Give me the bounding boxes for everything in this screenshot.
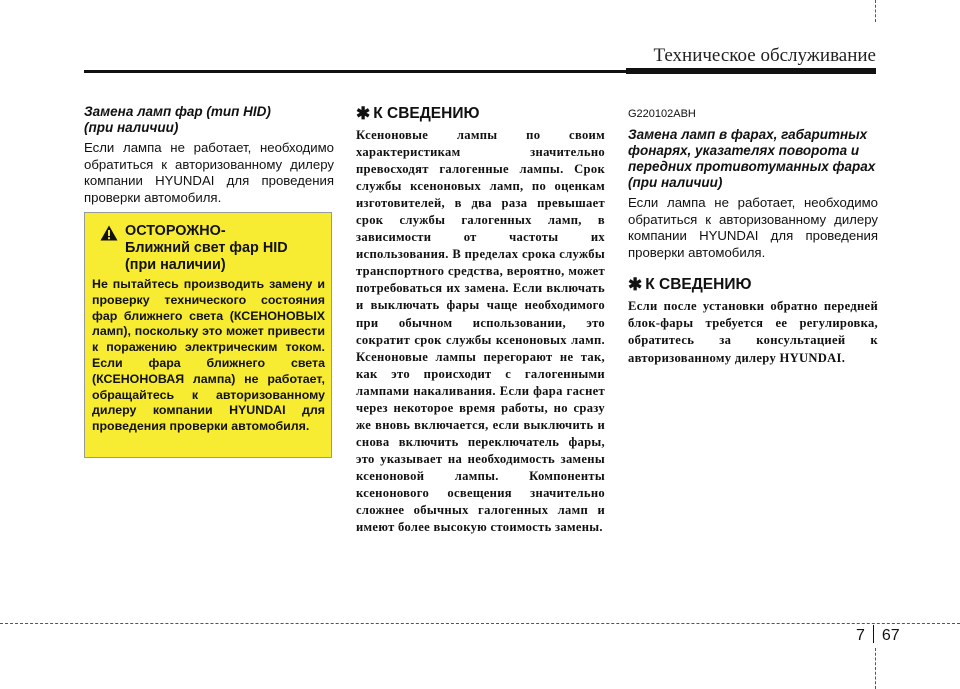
note-heading <box>356 104 605 124</box>
section-code: G220102ABH <box>628 108 696 120</box>
warning-box <box>84 212 332 458</box>
asterisk-star-icon: ✱ <box>356 104 371 123</box>
crop-mark-top <box>875 0 876 22</box>
warning-header <box>92 223 325 274</box>
warning-triangle-icon <box>100 225 118 241</box>
section-subtitle: Замена ламп фар (тип HID) <box>84 104 271 119</box>
note-body: Если после установки обратно передней блок-фары требуется ее регулировка, обратитесь за консультацией к авторизованному дилеру HYUNDAI. <box>628 299 878 365</box>
header-title: Техническое обслуживание <box>653 45 876 66</box>
header-rule-accent <box>626 68 876 74</box>
warning-title: ОСТОРОЖНО- <box>125 223 226 239</box>
note-heading-text: К СВЕДЕНИЮ <box>645 276 752 294</box>
warning-title-line3: (при наличии) <box>125 257 226 273</box>
note-body: Ксеноновые лампы по своим характеристикам значительно превосходят галогенные лампы. Срок службы ксеноновых ламп, по оценкам изготовителей, в два раза превышает срок службы галогенных ламп, в зависимости от частоты их использования. В пределах срока службы транспортного средства, вероятно, может потребоваться их замена. Если включать и выключать фары чаще необходимого при обычном использовании, это сократит срок службы ксеноновых ламп. Ксеноновые лампы перегорают не так, как это происходит с галогенными лампами накаливания. Если фара гаснет через некоторое время работы, но сразу же вновь включается, если выключить и снова включить переключатель фары, это указывает на необходимость замены ксеноновой лампы. Компоненты ксенонового освещения значительно сложнее обычных галогенных ламп и имеют более высокую стоимость замены. <box>356 128 605 535</box>
crop-mark-bottom <box>875 648 876 689</box>
warning-text: Не пытайтесь производить замену и проверку технического состояния фар ближнего света (КСЕНОНОВЫХ ламп), поскольку это может привести к поражению электрическим током. Если фара ближнего света (КСЕНОНОВАЯ лампа) не работает, обращайтесь к авторизованному дилеру компании HYUNDAI для проведения проверки автомобиля. <box>92 277 325 434</box>
section-body: Если лампа не работает, необходимо обратиться к авторизованному дилеру компании HYUNDAI для проведения проверки автомобиля. <box>84 140 334 205</box>
chapter-number: 7 <box>856 627 865 644</box>
asterisk-star-icon: ✱ <box>628 275 643 295</box>
page-number-separator <box>873 625 874 643</box>
warning-title-line2: Ближний свет фар HID <box>125 240 288 256</box>
footer-rule <box>0 623 960 624</box>
section-subtitle: Замена ламп в фарах, габаритных фонарях, указателях поворота и передних противотуманных фарах (при наличии) <box>628 127 876 190</box>
column-2 <box>356 104 605 536</box>
page-number-value: 67 <box>881 627 900 644</box>
column-1 <box>84 104 334 206</box>
section-body: Если лампа не работает, необходимо обратиться к авторизованному дилеру компании HYUNDAI для проведения проверки автомобиля. <box>628 195 878 260</box>
page-number <box>856 625 900 645</box>
note-heading-text: К СВЕДЕНИЮ <box>373 105 480 122</box>
section-subtitle-note: (при наличии) <box>84 120 179 135</box>
note-heading <box>628 275 878 295</box>
column-3 <box>628 104 878 367</box>
